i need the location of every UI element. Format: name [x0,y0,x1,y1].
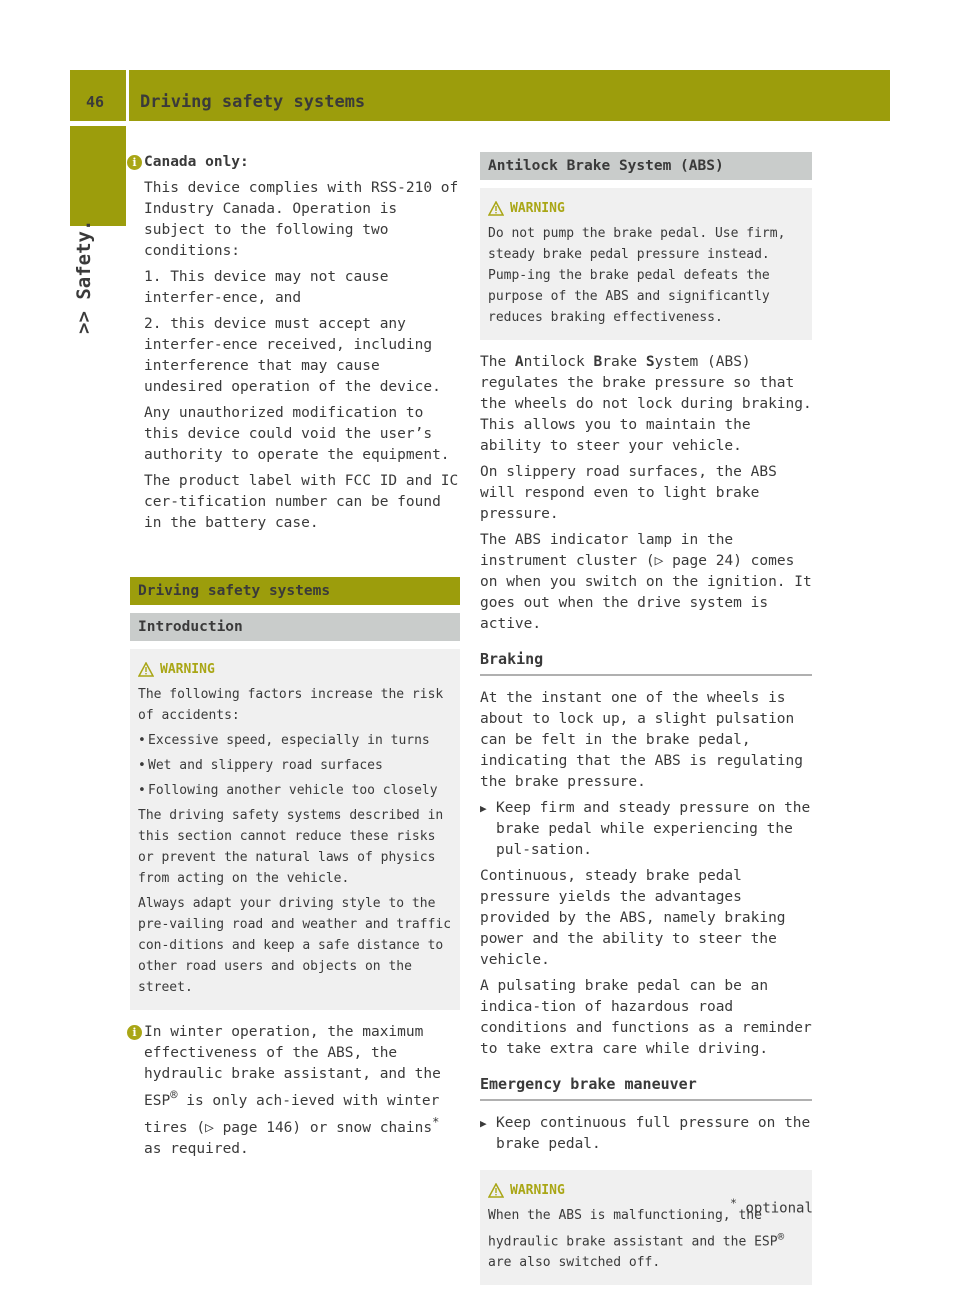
warning-header [138,659,452,680]
canada-p1: This device complies with RSS-210 of Industry Canada. Operation is subject to the following two conditions: [144,180,459,259]
side-tab-label[interactable]: >> Safety. [73,219,95,334]
warning-p1: Do not pump the brake pedal. Use firm, steady brake pedal pressure instead. Pump-ing the brake pedal defeats the purpose of the ABS and significantly reduces braking effectiveness. [488,226,786,325]
abs-p3: The ABS indicator lamp in the instrument cluster (▷ page 24) comes on when you switch on the ignition. It goes out when the drive system is active. [480,532,812,632]
page-ref-link[interactable]: ▷ page 24 [654,553,734,569]
warning-label: WARNING [510,201,565,216]
section-heading: Driving safety systems [130,577,460,605]
canada-note [130,152,460,534]
abs-heading: Antilock Brake System (ABS) [480,152,812,180]
warning-header [488,198,804,219]
warning-p1: The following factors increase the risk of accidents: [138,687,444,723]
canada-p5: The product label with FCC ID and IC cer-tification number can be found in the battery case. [144,473,459,531]
info-icon: i [127,155,142,170]
list-item: • Wet and slippery road surfaces [138,758,383,773]
side-tab-block [70,126,126,226]
left-column [130,152,460,1165]
step-item: ▶ Keep continuous full pressure on the brake pedal. [480,1115,811,1152]
canada-p4: Any unauthorized modification to this device could void the user’s authority to operate the equipment. [144,405,450,463]
warning-icon [138,662,154,677]
warning-icon [488,1183,504,1198]
canada-heading: Canada only: [144,154,249,170]
warning-box-abs [480,188,812,340]
warning-label: WARNING [160,662,215,677]
footer-note: * optional [730,1196,813,1217]
list-item: • Excessive speed, especially in turns [138,733,430,748]
list-item: • Following another vehicle too closely [138,783,438,798]
braking-p2: Continuous, steady brake pedal pressure yields the advantages provided by the ABS, namely braking power and the ability to steer the vehicle. [480,868,786,968]
step-item: ▶ Keep firm and steady pressure on the brake pedal while experiencing the pul-sation. [480,800,811,858]
warning-box-emergency [480,1170,812,1285]
abs-p1: The Antilock Brake System (ABS) regulates the brake pressure so that the wheels do not lock during braking. This allows you to maintain the ability to steer your vehicle. [480,354,812,454]
page-title: Driving safety systems [140,92,366,112]
canada-p3: 2. this device must accept any interfer-ence received, including interference that may cause undesired operation of the device. [144,316,441,395]
warning-p2: The driving safety systems described in this section cannot reduce these risks or prevent the natural laws of physics from acting on the vehicle. [138,808,444,886]
page-number: 46 [86,93,105,111]
arrow-icon: ▶ [480,1117,487,1130]
info-icon: i [127,1025,142,1040]
introduction-heading: Introduction [130,613,460,641]
warning-text: When the ABS is malfunctioning, the hydraulic brake assistant and the ESP® are also switched off. [488,1208,785,1271]
warning-p3: Always adapt your driving style to the pre-vailing road and weather and traffic con-ditions and keep a safe distance to other road users and objects on the street. [138,896,452,995]
canada-p2: 1. This device may not cause interfer-ence, and [144,269,389,306]
braking-p1: At the instant one of the wheels is about to lock up, a slight pulsation can be felt in the brake pedal, indicating that the ABS is regulating the brake pressure. [480,690,804,790]
abs-p2: On slippery road surfaces, the ABS will respond even to light brake pressure. [480,464,777,522]
header-separator [126,70,129,121]
warning-icon [488,201,504,216]
arrow-icon: ▶ [480,802,487,815]
page-ref-link[interactable]: ▷ page 146 [205,1119,293,1136]
right-column [480,152,812,1285]
braking-heading: Braking [480,649,812,676]
warning-label: WARNING [510,1183,565,1198]
warning-box-intro [130,649,460,1010]
braking-p3: A pulsating brake pedal can be an indica-tion of hazardous road conditions and functions as a reminder to take extra care while driving. [480,978,812,1057]
winter-text: In winter operation, the maximum effectiveness of the ABS, the hydraulic brake assistant, and the ESP® is only ach-ieved with winter tires (▷ page 146) or snow chains* as required. [144,1024,441,1157]
emergency-heading: Emergency brake maneuver [480,1074,812,1101]
footnote-star: * [730,1196,738,1210]
winter-note [130,1022,460,1160]
